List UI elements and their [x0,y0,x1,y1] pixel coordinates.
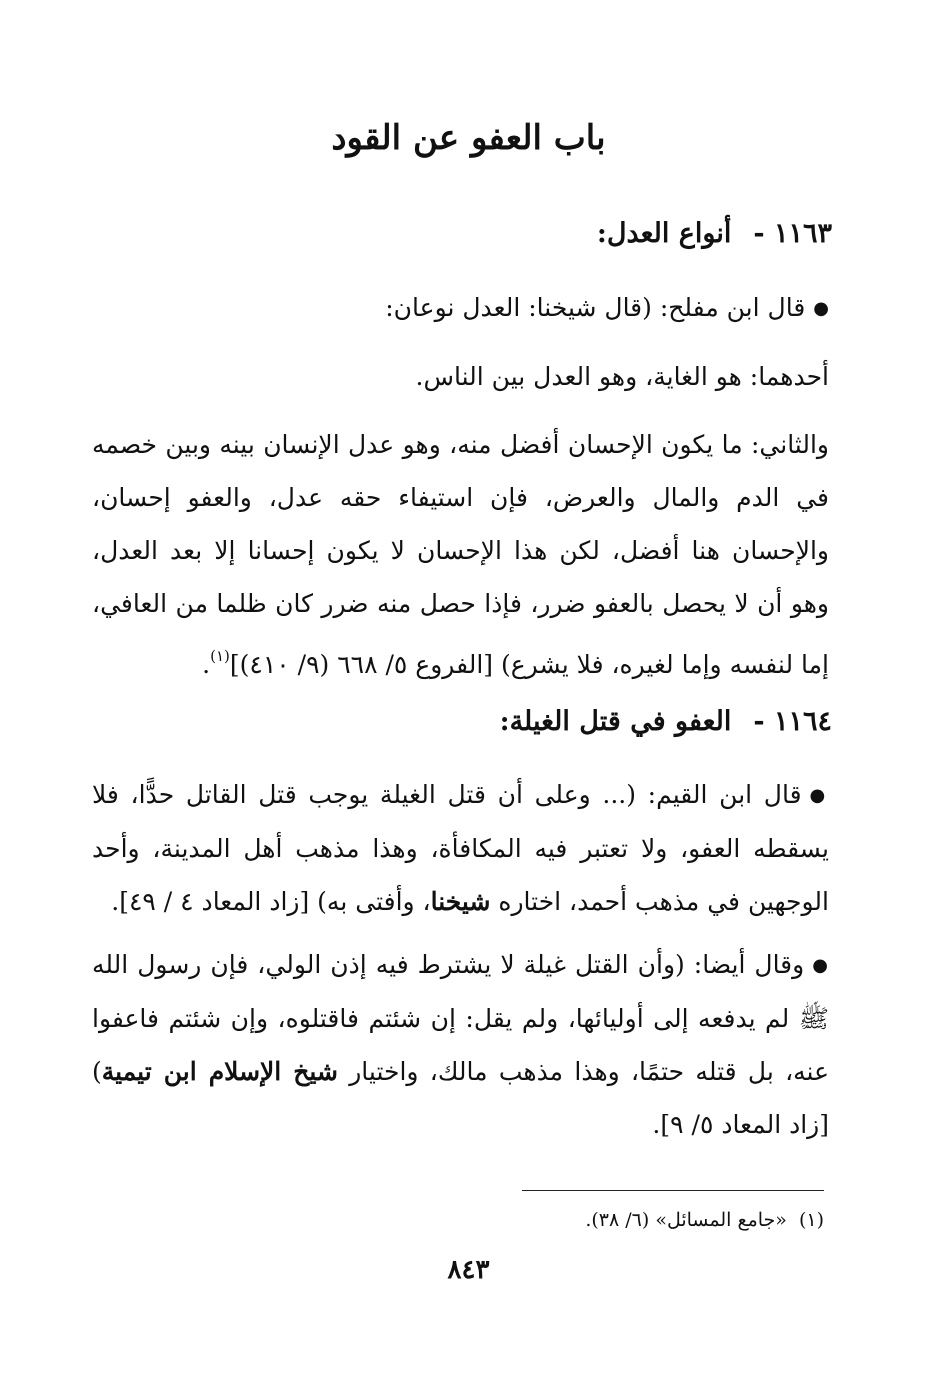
section-title: العفو في قتل الغيلة: [499,706,732,737]
section-number: ١١٦٣ - [753,218,832,249]
section-heading-1163 [100,212,832,256]
chapter-title: باب العفو عن القود [331,118,606,158]
bold-term: شيخنا [430,887,491,916]
paragraph [92,281,829,335]
bold-term: شيخ الإسلام ابن تيمية [101,1057,338,1086]
paragraph-text-after: ) [زاد المعاد ٥/ ٩]. [92,1057,829,1139]
paragraph-text-after: ، وأفتى به) [زاد المعاد ٤ / ٤٩]. [111,887,431,916]
bullet-icon: ● [812,955,829,976]
footnote-text: «جامع المسائل» (٦/ ٣٨). [585,1209,787,1231]
section-title: أنواع العدل: [596,218,732,249]
page-number: ٨٤٣ [447,1255,490,1285]
footnote-divider [522,1190,824,1191]
bullet-icon: ● [813,298,829,319]
section-number: ١١٦٤ - [753,706,832,737]
paragraph [92,938,829,1151]
paragraph [92,768,829,928]
paragraph-end: . [202,650,211,679]
footnote [300,1202,824,1238]
bullet-icon: ● [809,785,829,806]
paragraph [92,350,829,403]
footnote-reference[interactable]: (١) [210,647,230,665]
paragraph-text: قال ابن مفلح: (قال شيخنا: العدل نوعان: [385,293,806,322]
paragraph [92,418,829,691]
footnote-number: (١) [798,1209,824,1231]
section-heading-1164 [100,700,832,744]
paragraph-text: وقال أيضا: (وأن القتل غيلة لا يشترط فيه إذن الولي، فإن رسول الله ﷺ لم يدفعه إلى أوليائها، ولم يقل: إن شئتم فاقتلوه، وإن شئتم فاعفوا عنه، بل قتله حتمًا، وهذا مذهب مالك، واختيار [92,950,829,1086]
paragraph-text: قال ابن القيم: (... وعلى أن قتل الغيلة يوجب قتل القاتل حدًّا، فلا يسقطه العفو، ولا تعتبر فيه المكافأة، وهذا مذهب أهل المدينة، وأحد الوجهين في مذهب أحمد، اختاره [92,780,829,916]
paragraph-text: والثاني: ما يكون الإحسان أفضل منه، وهو عدل الإنسان بينه وبين خصمه في الدم والمال والعرض، فإن استيفاء حقه عدل، والعفو إحسان، والإحسان هنا أفضل، لكن هذا الإحسان لا يكون إحسانا إلا بعد العدل، وهو أن لا يحصل بالعفو ضرر، فإذا حصل منه ضرر كان ظلما من العافي، إما لنفسه وإما لغيره، فلا يشرع) [الفروع ٥/ ٦٦٨ (٩/ ٤١٠)] [92,430,829,679]
paragraph-text: أحدهما: هو الغاية، وهو العدل بين الناس. [415,362,829,391]
